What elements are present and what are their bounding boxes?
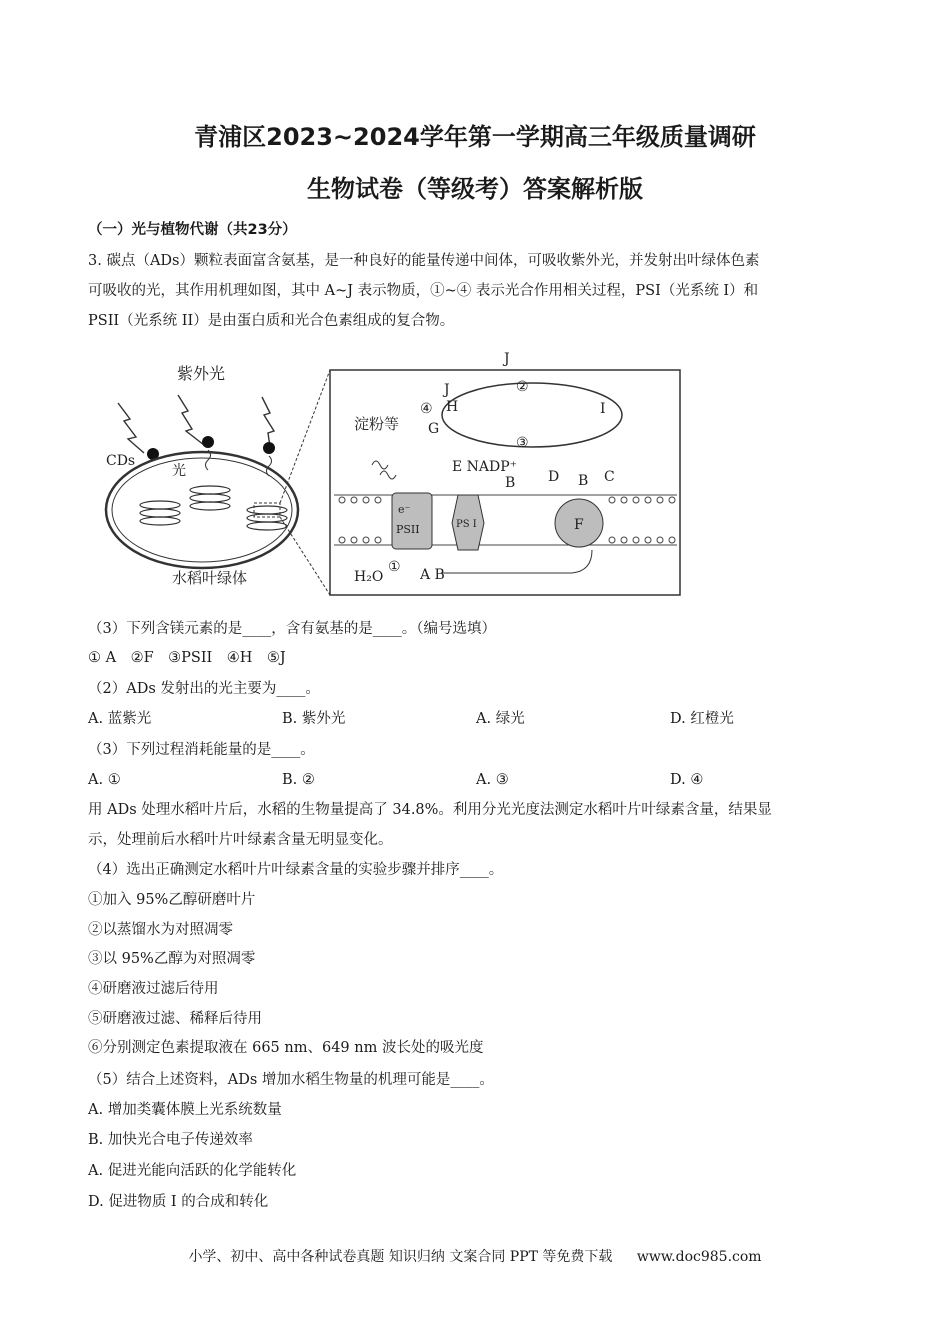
grana-icon: [140, 486, 287, 530]
q5-option: B. 加快光合电子传递效率: [88, 1132, 253, 1148]
calvin-cycle: [442, 383, 622, 447]
page-title: 青浦区2023~2024学年第一学期高三年级质量调研: [194, 123, 756, 151]
q4-step: ④研磨液过滤后待用: [88, 981, 219, 997]
footer-link[interactable]: www.doc985.com: [636, 1249, 762, 1265]
chloroplast-label: 水稻叶绿体: [172, 569, 248, 587]
q2-stem: （2）ADs 发射出的光主要为____。: [88, 681, 320, 697]
svg-text:PS I: PS I: [456, 519, 477, 530]
q2-option: D. 红橙光: [670, 711, 734, 727]
lightning-icon: [118, 395, 274, 453]
q4-step: ①加入 95%乙醇研磨叶片: [88, 892, 256, 908]
q2-option: B. 紫外光: [282, 711, 346, 727]
passage-line: 用 ADs 处理水稻叶片后，水稻的生物量提高了 34.8%。利用分光光度法测定水稻叶片叶绿素含量，结果显: [88, 802, 772, 818]
q5-stem: （5）结合上述资料，ADs 增加水稻生物量的机理可能是____。: [88, 1072, 494, 1088]
q4-stem: （4）选出正确测定水稻叶片叶绿素含量的实验步骤并排序____。: [88, 862, 504, 878]
svg-text:C: C: [604, 469, 615, 485]
page-subtitle: 生物试卷（等级考）答案解析版: [307, 175, 643, 203]
svg-text:A B: A B: [420, 567, 445, 583]
svg-text:G: G: [428, 421, 440, 437]
page-footer: [0, 1246, 950, 1266]
q3-option: B. ②: [282, 772, 315, 788]
intro-line: 3. 碳点（ADs）颗粒表面富含氨基，是一种良好的能量传递中间体，可吸收紫外光，并发射出叶绿体色素: [88, 253, 760, 269]
svg-text:E NADP⁺: E NADP⁺: [452, 459, 518, 475]
svg-text:PSII: PSII: [396, 523, 420, 536]
j-top-label: J: [504, 351, 510, 367]
q2-option: A. 绿光: [476, 711, 525, 727]
passage-line: 示，处理前后水稻叶片叶绿素含量无明显变化。: [88, 832, 393, 848]
q4-step: ③以 95%乙醇为对照凋零: [88, 951, 256, 967]
q1-stem: （3）下列含镁元素的是____，含有氨基的是____。（编号选填）: [88, 621, 496, 637]
svg-text:H: H: [446, 399, 459, 415]
q3-option: A. ③: [476, 772, 509, 788]
svg-text:I: I: [600, 401, 606, 417]
light-label: 光: [172, 463, 186, 479]
svg-text:J: J: [444, 382, 450, 398]
starch-label: 淀粉等: [354, 415, 400, 433]
chloroplast-diagram: [92, 345, 692, 605]
svg-text:③: ③: [516, 435, 529, 451]
svg-text:②: ②: [516, 379, 529, 395]
q3-option: A. ①: [88, 772, 121, 788]
section-heading: （一）光与植物代谢（共23分）: [88, 222, 297, 238]
svg-text:D: D: [548, 469, 560, 485]
q5-option: D. 促进物质 I 的合成和转化: [88, 1194, 269, 1210]
q3-option: D. ④: [670, 772, 704, 788]
cds-label: CDs: [106, 453, 136, 469]
footer-text: 小学、初中、高中各种试卷真题 知识归纳 文案合同 PPT 等免费下载: [188, 1249, 613, 1265]
psii-complex: [392, 493, 432, 549]
svg-text:B: B: [505, 475, 516, 491]
q1-options: ① A ②F ③PSII ④H ⑤J: [88, 650, 286, 666]
q5-option: A. 促进光能向活跃的化学能转化: [88, 1163, 297, 1179]
emission-squiggle: [267, 456, 272, 476]
q3-stem: （3）下列过程消耗能量的是____。: [88, 742, 315, 758]
svg-text:e⁻: e⁻: [398, 503, 411, 516]
intro-line: 可吸收的光，其作用机理如图，其中 A~J 表示物质，①~④ 表示光合作用相关过程，PSI（光系统 I）和: [88, 283, 759, 299]
svg-text:F: F: [574, 517, 584, 533]
uv-label: 紫外光: [177, 364, 226, 383]
svg-text:H₂O: H₂O: [354, 569, 384, 585]
intro-line: PSII（光系统 II）是由蛋白质和光合色素组成的复合物。: [88, 313, 455, 329]
svg-text:①: ①: [388, 559, 401, 575]
q4-step: ⑤研磨液过滤、稀释后待用: [88, 1011, 262, 1027]
svg-text:B: B: [578, 473, 589, 489]
svg-text:④: ④: [420, 401, 433, 417]
q5-option: A. 增加类囊体膜上光系统数量: [88, 1102, 282, 1118]
q4-step: ②以蒸馏水为对照凋零: [88, 922, 233, 938]
q4-step: ⑥分别测定色素提取液在 665 nm、649 nm 波长处的吸光度: [88, 1040, 484, 1056]
q2-option: A. 蓝紫光: [88, 711, 152, 727]
